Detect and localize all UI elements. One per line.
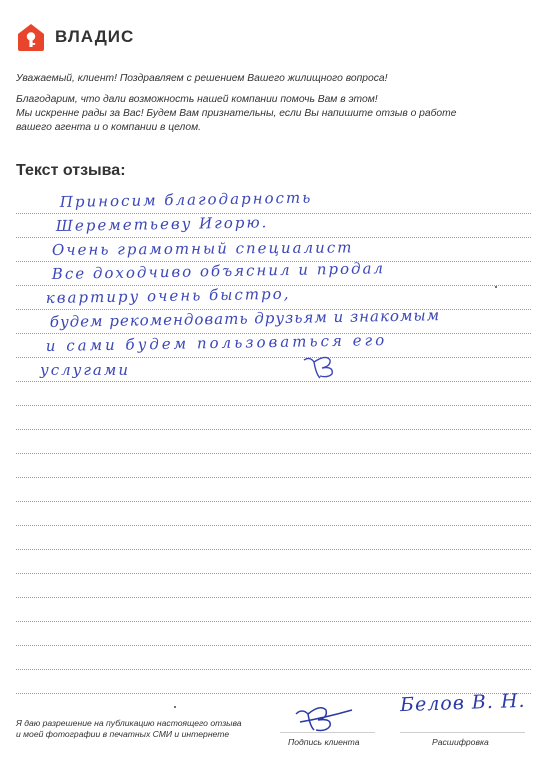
review-line [16, 454, 531, 478]
review-line [16, 430, 531, 454]
review-line [16, 286, 531, 310]
review-line [16, 478, 531, 502]
review-line [16, 382, 531, 406]
consent-line: Я даю разрешение на публикацию настоящего отзыва [16, 718, 242, 728]
ink-dot [174, 706, 176, 708]
review-line [16, 574, 531, 598]
signature-caption: Подпись клиента [288, 737, 360, 747]
review-line [16, 598, 531, 622]
handwritten-text: будем рекомендовать друзьям и знакомым [49, 306, 441, 331]
review-line [16, 306, 531, 334]
review-line [16, 331, 531, 358]
review-line [16, 214, 531, 238]
review-line [16, 622, 531, 646]
handwritten-text: Приносим благодарность [59, 188, 313, 211]
handwritten-initials-mark [300, 352, 342, 382]
review-line [16, 526, 531, 550]
review-heading: Текст отзыва: [16, 162, 126, 179]
decryption-line [400, 732, 525, 733]
consent-line: и моей фотографии в печатных СМИ и интернете [16, 729, 230, 739]
handwritten-text: услугами [40, 361, 130, 379]
signature-line [280, 732, 375, 733]
greeting-text: Уважаемый, клиент! Поздравляем с решением Вашего жилищного вопроса! [16, 73, 388, 84]
review-line [16, 502, 531, 526]
brand-name: ВЛАДИС [55, 27, 135, 46]
review-line [16, 238, 531, 262]
handwritten-text: Все доходчиво объяснил и продал [51, 259, 386, 283]
decryption-caption: Расшифровка [432, 737, 489, 747]
review-line [16, 259, 531, 286]
publication-consent [16, 718, 261, 740]
review-line [16, 358, 531, 382]
review-line [16, 550, 531, 574]
intro-line: Мы искренне рады за Вас! Будем Вам признательны, если Вы напишите отзыв о работе [16, 108, 457, 119]
house-with-key-icon [16, 22, 46, 52]
brand-logo [16, 22, 134, 52]
client-signature [290, 700, 360, 736]
handwritten-text: Очень грамотный специалист [51, 238, 354, 259]
intro-paragraph [16, 93, 526, 135]
review-line [16, 406, 531, 430]
review-line [16, 670, 531, 694]
review-line [16, 190, 531, 214]
handwritten-text: Шереметьеву Игорю. [55, 213, 269, 235]
review-line [16, 646, 531, 670]
handwritten-text: и сами будем пользоваться его [45, 331, 388, 355]
intro-line: Благодарим, что дали возможность нашей компании помочь Вам в этом! [16, 94, 378, 105]
ink-dot [495, 286, 497, 288]
handwritten-text: квартиру очень быстро, [45, 284, 291, 307]
review-lines [16, 190, 531, 694]
intro-line: вашего агента и о компании в целом. [16, 122, 201, 133]
handwritten-decryption: Белов В. Н. [399, 689, 526, 717]
